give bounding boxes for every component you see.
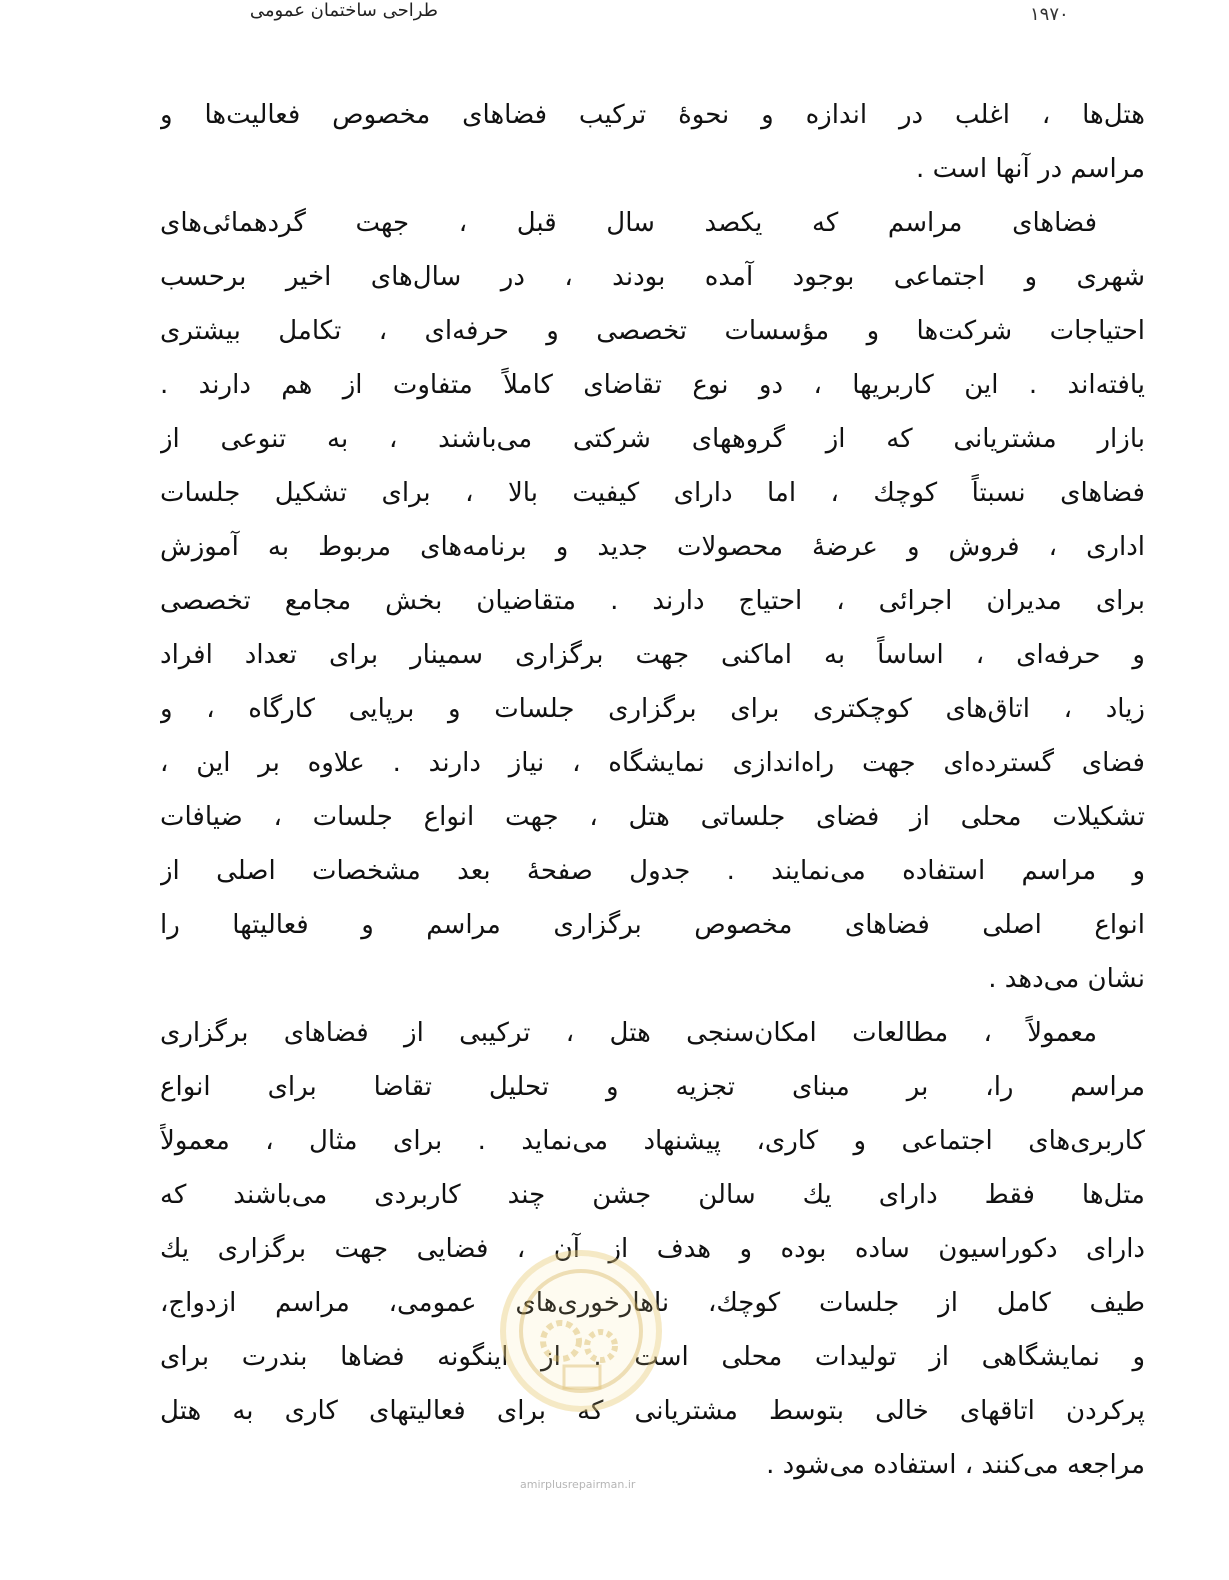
text-line: تشکیلات محلی از فضای جلساتی هتل ، جهت انواع جلسات ، ضیافات	[160, 802, 1145, 832]
watermark-logo	[500, 1250, 662, 1412]
text-line: شهری و اجتماعی بوجود آمده بودند ، در سال‌های اخیر برحسب	[160, 262, 1145, 292]
page-number: ۱۹۷۰	[1030, 4, 1069, 25]
text-line: و حرفه‌ای ، اساساً به اماکنی جهت برگزاری سمینار برای تعداد افراد	[160, 640, 1145, 670]
text-line: معمولاً ، مطالعات امکان‌سنجی هتل ، ترکیبی از فضاهای برگزاری	[160, 1018, 1097, 1048]
text-line: کاربری‌های اجتماعی و کاری، پیشنهاد می‌نماید . برای مثال ، معمولاً	[160, 1126, 1145, 1156]
text-line: متل‌ها فقط دارای یك سالن جشن چند کاربردی می‌باشند که	[160, 1180, 1145, 1210]
gear-logo-icon	[506, 1256, 656, 1406]
text-line: نشان می‌دهد .	[988, 964, 1145, 994]
text-line: زیاد ، اتاق‌های کوچکتری برای برگزاری جلسات و برپایی کارگاه ، و	[160, 694, 1145, 724]
text-line: مراسم را، بر مبنای تجزیه و تحلیل تقاضا برای انواع	[160, 1072, 1145, 1102]
running-header: طراحی ساختمان عمومی	[249, 0, 438, 21]
text-line: و مراسم استفاده می‌نمایند . جدول صفحهٔ بعد مشخصات اصلی از	[160, 856, 1145, 886]
text-line: مراسم در آنها است .	[916, 154, 1145, 184]
text-line: فضاهای نسبتاً کوچك ، اما دارای کیفیت بالا ، برای تشکیل جلسات	[160, 478, 1145, 508]
watermark-url: amirplusrepairman.ir	[520, 1478, 636, 1491]
paragraph-3	[160, 1006, 1145, 1492]
text-line: یافته‌اند . این کاربریها ، دو نوع تقاضای کاملاً متفاوت از هم دارند .	[160, 370, 1145, 400]
text-line: فضاهای مراسم که یکصد سال قبل ، جهت گردهمائی‌های	[160, 208, 1097, 238]
text-line: برای مدیران اجرائی ، احتیاج دارند . متقاضیان بخش مجامع تخصصی	[160, 586, 1145, 616]
text-line: طیف کامل از جلسات کوچك، ناهارخوری‌های عمومی، مراسم ازدواج،	[160, 1288, 1145, 1318]
text-line: مراجعه می‌کنند ، استفاده می‌شود .	[766, 1450, 1145, 1480]
text-line: دارای دکوراسیون ساده بوده و هدف از آن ، فضایی جهت برگزاری یك	[160, 1234, 1145, 1264]
text-line: هتل‌ها ، اغلب در اندازه و نحوهٔ ترکیب فضاهای مخصوص فعالیت‌ها و	[160, 100, 1145, 130]
text-line: بازار مشتریانی که از گروههای شرکتی می‌باشند ، به تنوعی از	[160, 424, 1145, 454]
paragraph-2	[160, 196, 1145, 1006]
text-line: احتیاجات شرکت‌ها و مؤسسات تخصصی و حرفه‌ای ، تکامل بیشتری	[160, 316, 1145, 346]
text-line: اداری ، فروش و عرضهٔ محصولات جدید و برنامه‌های مربوط به آموزش	[160, 532, 1145, 562]
text-line: پرکردن اتاقهای خالی بتوسط مشتریانی که برای فعالیتهای کاری به هتل	[160, 1396, 1145, 1426]
text-line: فضای گسترده‌ای جهت راه‌اندازی نمایشگاه ، نیاز دارند . علاوه بر این ،	[160, 748, 1145, 778]
text-line: و نمایشگاهی از تولیدات محلی است . از اینگونه فضاها بندرت برای	[160, 1342, 1145, 1372]
paragraph-1	[160, 88, 1145, 196]
text-line: انواع اصلی فضاهای مخصوص برگزاری مراسم و فعالیتها را	[160, 910, 1145, 940]
